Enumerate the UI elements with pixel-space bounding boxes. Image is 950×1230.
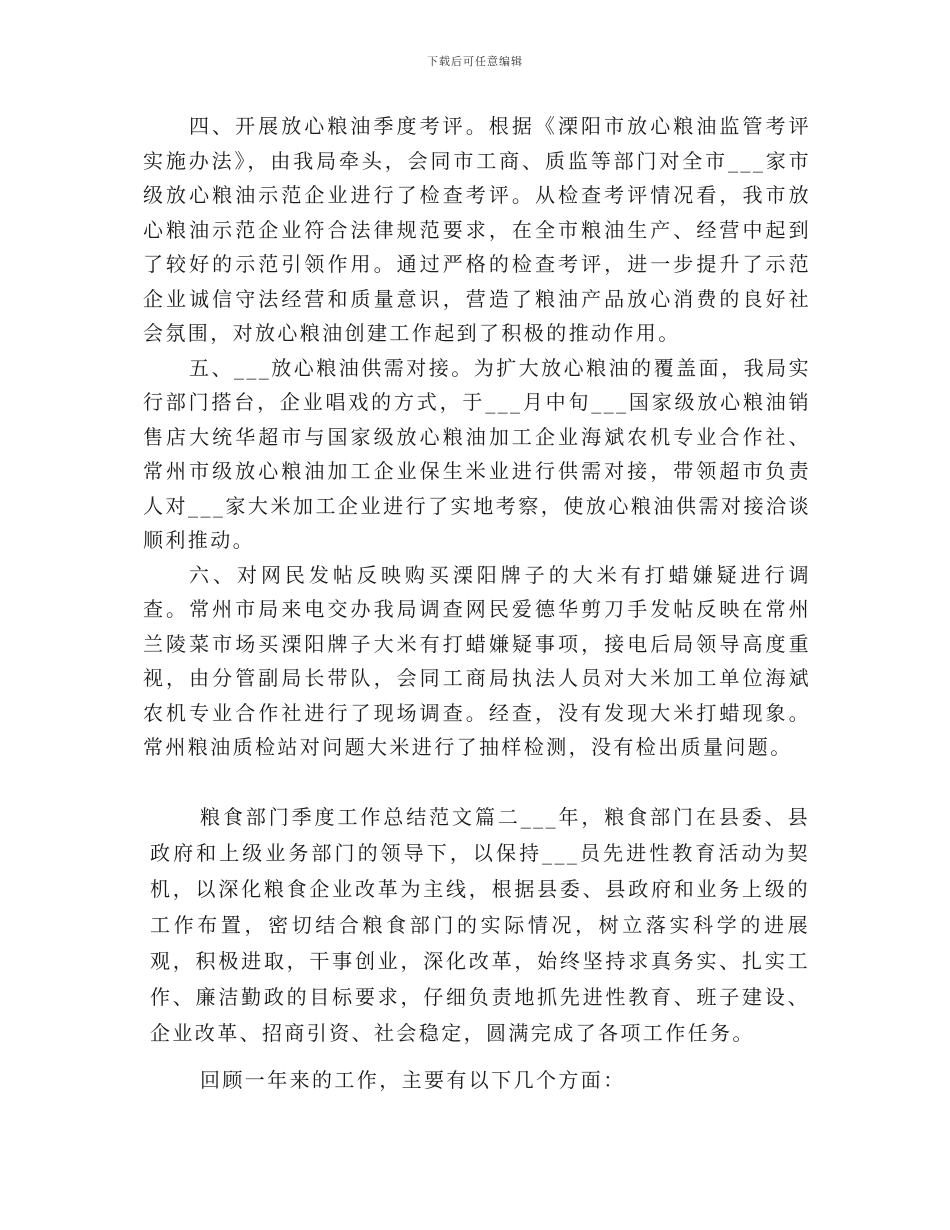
paragraph-review-intro: 回顾一年来的工作，主要有以下几个方面： <box>200 1068 626 1092</box>
body-text-section-1 <box>143 109 811 765</box>
paragraph-item-6: 六、对网民发帖反映购买溧阳牌子的大米有打蜡嫌疑进行调查。常州市局来电交办我局调查网民爱德华剪刀手发帖反映在常州兰陵菜市场买溧阳牌子大米有打蜡嫌疑事项，接电后局领导高度重视，由分管副局长带队，会同工商局执法人员对大米加工单位海斌农机专业合作社进行了现场调查。经查，没有发现大米打蜡现象。常州粮油质检站对问题大米进行了抽样检测，没有检出质量问题。 <box>143 562 811 759</box>
paragraph-summary-article-2: 粮食部门季度工作总结范文篇二___年，粮食部门在县委、县政府和上级业务部门的领导下，以保持___员先进性教育活动为契机，以深化粮食企业改革为主线，根据县委、县政府和业务上级的工作布置，密切结合粮食部门的实际情况，树立落实科学的进展观，积极进取，干事创业，深化改革，始终坚持求真务实、扎实工作、廉洁勤政的目标要求，仔细负责地抓先进性教育、班子建设、企业改革、招商引资、社会稳定，圆满完成了各项工作任务。 <box>150 805 810 1045</box>
page-header-note: 下载后可任意编辑 <box>427 55 523 68</box>
body-text-section-3 <box>150 1063 810 1098</box>
paragraph-item-5: 五、___放心粮油供需对接。为扩大放心粮油的覆盖面，我局实行部门搭台，企业唱戏的方式，于___月中旬___国家级放心粮油销售店大统华超市与国家级放心粮油加工企业海斌农机专业合作社、常州市级放心粮油加工企业保生米业进行供需对接，带领超市负责人对___家大米加工企业进行了实地考察，使放心粮油供需对接洽谈顺利推动。 <box>143 355 811 552</box>
paragraph-item-4: 四、开展放心粮油季度考评。根据《溧阳市放心粮油监管考评实施办法》，由我局牵头，会同市工商、质监等部门对全市___家市级放心粮油示范企业进行了检查考评。从检查考评情况看，我市放心粮油示范企业符合法律规范要求，在全市粮油生产、经营中起到了较好的示范引领作用。通过严格的检查考评，进一步提升了示范企业诚信守法经营和质量意识，营造了粮油产品放心消费的良好社会氛围，对放心粮油创建工作起到了积极的推动作用。 <box>143 114 811 345</box>
body-text-section-2 <box>150 799 810 1051</box>
